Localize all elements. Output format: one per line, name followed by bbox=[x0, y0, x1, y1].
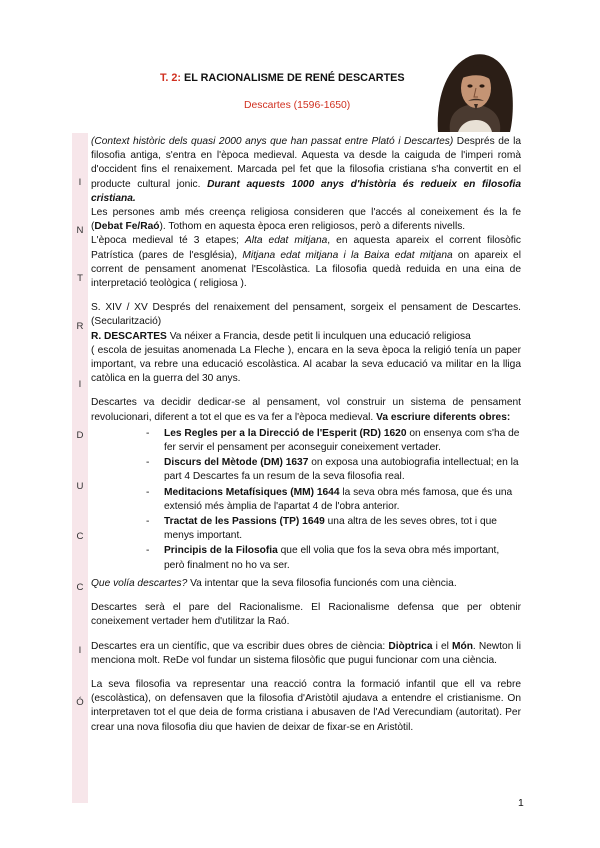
list-item: - Discurs del Mètode (DM) 1637 on exposa una autobiografia intellectual; en la part 4 Descartes fa un resum de la seva filosofia real. bbox=[146, 456, 521, 484]
topic-number: T. 2: bbox=[160, 72, 181, 84]
sidebar-letter: C bbox=[76, 531, 84, 542]
list-item: - Les Regles per a la Direcció de l'Esperit (RD) 1620 on ensenya com s'ha de fer servir el pensament per aconseguir coneixement vertader. bbox=[146, 427, 521, 455]
paragraph-works-intro: Descartes va decidir dedicar-se al pensament, vol construir un sistema de pensament revolucionari, diferent a tot el que es va fer a l'època medieval. Va escriure diferents obres: bbox=[91, 397, 521, 423]
paragraph-faith-reason: Les persones amb més creença religiosa consideren que l'accés al coneixement és la fe (Debat Fe/Raó). Tothom en aquesta època eren religiosos, però a diferents nivells. bbox=[91, 207, 521, 233]
document-body bbox=[91, 135, 521, 735]
paragraph-question: Que volía descartes? Va intentar que la seva filosofia funcionés com una ciència. bbox=[91, 577, 457, 589]
page-number: 1 bbox=[518, 798, 524, 809]
paragraph-biography: R. DESCARTES Va néixer a Francia, desde petit li inculquen una educació religiosa ( escola de jesuitas anomenada La Fleche ), encara en la seva època la religió tenía un paper important, va rebre una educació escolàstica. Al acabar la seva educació va militar en la lliga catòlica en la guerra del 30 anys. bbox=[91, 330, 521, 385]
paragraph-rationalism: Descartes serà el pare del Racionalisme. El Racionalisme defensa que per obtenir coneixement vertader hem d'utilitzar la Raó. bbox=[91, 602, 521, 628]
sidebar-letter: Ó bbox=[76, 697, 84, 708]
sidebar-letter: R bbox=[76, 321, 84, 332]
sidebar-letter: I bbox=[78, 645, 82, 656]
descartes-name: R. DESCARTES bbox=[91, 330, 167, 342]
paragraph-context: (Context històric dels quasi 2000 anys que han passat entre Plató i Descartes) Després de la filosofia antiga, s'entra en l'època medieval. Aquesta va desde la caiguda de l'imperi romà d'occident fins el renaixement. Marcada pel fet que la filosofia cristiana s'ha convertit en el producte cultural jonic. Durant aquests 1000 anys d'història és redueix en filosofia cristiana. bbox=[91, 136, 521, 204]
sidebar-letter: N bbox=[76, 225, 84, 236]
paragraph-science: Descartes era un científic, que va escribir dues obres de ciència: Diòptrica i el Món. Newton li menciona molt. ReDe vol fundar un sistema filosòfic que pugui funcionar com una ciència. bbox=[91, 640, 522, 666]
debate-term: Debat Fe/Raó bbox=[94, 221, 160, 233]
page-title bbox=[160, 72, 440, 84]
list-item: - Principis de la Filosofia que ell volia que fos la seva obra més important, però finalment no ho va ser. bbox=[146, 544, 521, 572]
list-item: - Tractat de les Passions (TP) 1649 una altra de les seves obres, tot i que menys important. bbox=[146, 515, 521, 543]
sidebar-letter: T bbox=[77, 273, 83, 284]
subtitle: Descartes (1596-1650) bbox=[244, 100, 351, 111]
paragraph-reaction: La seva filosofia va representar una reacció contra la formació infantil que ell va rebre (escolàstica), on defensaven que la filosofia d'Aristòtil ajudava a entendre el cristianisme. On interpretaven tot el que deia de forma cristiana i abusaven de l'Ad Verecundiam (autoritat). Per crear una nova filosofia diu que havien de deixar de fixar-se en Aristòtil. bbox=[91, 678, 521, 733]
title-text: EL RACIONALISME DE RENÉ DESCARTES bbox=[181, 72, 405, 84]
context-note: (Context històric dels quasi 2000 anys que han passat entre Plató i Descartes) bbox=[91, 136, 454, 147]
sidebar-letter: C bbox=[76, 582, 84, 593]
list-item: - Meditacions Metafísiques (MM) 1644 la seva obra més famosa, que és una extensió més àmplia de l'apartat 4 de l'obra anterior. bbox=[146, 486, 521, 514]
paragraph-secularization: S. XIV / XV Després del renaixement del pensament, sorgeix el pensament de Descartes. (Secularització) bbox=[91, 302, 521, 328]
sidebar-letter: I bbox=[78, 177, 82, 188]
sidebar-letter: U bbox=[76, 481, 84, 492]
sidebar-letter: I bbox=[78, 379, 82, 390]
emphasis-statement: Durant aquests 1000 anys d'història és redueix en filosofia cristiana. bbox=[91, 178, 521, 204]
paragraph-medieval-stages: L'època medieval té 3 etapes; Alta edat mitjana, en aquesta apareix el corrent filosòfic Patrística (pares de l'església), Mitjana edat mitjana i la Baixa edat mitjana on apareix el corrent de pensament anomenat l'Escolàstica. La filosofia quedà reduida en una eina de interpretació teològica ( religiosa ). bbox=[91, 235, 521, 290]
sidebar-letter: D bbox=[76, 430, 84, 441]
introduction-sidebar bbox=[72, 133, 88, 803]
descartes-portrait bbox=[432, 46, 516, 132]
works-list bbox=[91, 427, 521, 573]
